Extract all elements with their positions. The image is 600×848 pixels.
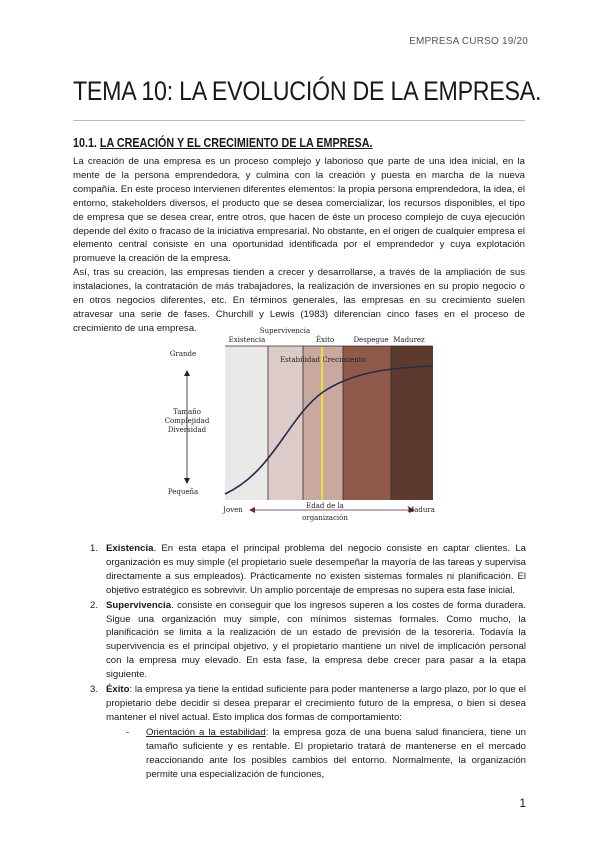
y-axis-top-label: Grande: [169, 350, 197, 358]
phase-label-existencia: Existencia: [228, 336, 266, 344]
x-axis-right-label: Madura: [407, 506, 435, 514]
sub-label-estabilidad: Estabilidad: [279, 356, 321, 364]
list-item-text: . En esta etapa el principal problema del negocio consiste en captar clientes. La organización es muy simple (el propietario suele desempeñar la mayoría de las tareas y supervisa directamente a sus empleados). Prácticamente no existen sistemas formales ni planificación. El objetivo estratégico es sobrevivir. Un amplio porcentaje de empresas no supera esta fase inicial.: [106, 543, 526, 596]
list-item-text: : la empresa ya tiene la entidad suficiente para poder mantenerse a largo plazo, por lo que el propietario debe decidir si desea preparar el crecimiento futuro de la empresa, o bien si desea mantener el nivel actual. Esto implica dos formas de comportamiento:: [106, 684, 526, 723]
x-axis-left-label: Joven: [223, 506, 243, 514]
x-axis-mid-label-2: organización: [302, 514, 348, 522]
list-item-term: Supervivencia: [106, 599, 172, 611]
phase-band-4: [343, 346, 391, 500]
y-axis-bottom-label: Pequeña: [167, 488, 199, 496]
list-item-text: . consiste en conseguir que los ingresos superen a los costes de forma duradera. Sigue una organización muy simple, con mínimos sistemas formales. Como mucho, la planificación se limita a la realización de un estado de previsión de la tesorería. Todavía la supervivencia es el principal objetivo, y el propietario mantiene un nivel de implicación personal con la empresa muy elevado. En esta fase, la empresa debe crecer para pasar a la etapa siguiente.: [106, 599, 526, 681]
page-title: TEMA 10: LA EVOLUCIÓN DE LA EMPRESA.: [73, 76, 542, 106]
sub-label-crecimiento: Crecimiento: [322, 356, 366, 364]
page-number: 1: [519, 796, 526, 810]
paragraph-1: La creación de una empresa es un proceso complejo y laborioso que parte de una idea inicial, en la mente de la persona emprendedora, y culmina con la creación y puesta en marcha de la nueva compañía. En este proceso intervienen diferentes elementos: la propia persona emprendedora, la idea, el entorno, stakeholders diversos, el producto que se desea comercializar, los recursos disponibles, el tipo de empresa que se desea crear, entre otros, que hacen de éste un proceso complejo de cuya ejecución depende del éxito o fracaso de la iniciativa empresarial. No obstante, en el origen de cualquier empresa el elemento central consiste en una oportunidad identificada por el emprendedor y cuya explotación promueve la creación de la empresa.: [73, 156, 525, 265]
y-axis-arrowhead-up: [184, 370, 190, 376]
y-axis-label-2: Complejidad: [164, 417, 210, 425]
sublist-item-term: Orientación a la estabilidad: [146, 726, 266, 738]
paragraph-2: Así, tras su creación, las empresas tienden a crecer y desarrollarse, a través de la ampliación de sus instalaciones, la contratación de más trabajadores, la realización de inversiones en su propio negocio o en otros negocios diferentes, etc. En términos generales, las empresas en su crecimiento suelen atravesar una serie de fases. Churchill y Lewis (1983) diferencian cinco fases en el proceso de crecimiento de una empresa.: [73, 267, 525, 334]
phase-band-1: [225, 346, 268, 500]
sublist-item-text: : la empresa goza de una buena salud financiera, tiene un tamaño suficiente y es rentable. El propietario tratará de mantenerse en el mercado reaccionando ante los posibles cambios del entorno. Normalmente, la organización permite una especialización de funciones,: [146, 726, 526, 780]
list-item-term: Éxito: [106, 684, 130, 696]
sublist-item: [90, 726, 526, 782]
list-item-number: 2.: [90, 599, 99, 611]
phase-band-2: [268, 346, 303, 500]
list-item: [90, 599, 526, 682]
list-item-term: Existencia: [106, 543, 154, 554]
phase-list: [90, 542, 526, 781]
list-item: [90, 542, 526, 598]
list-item: [90, 683, 526, 725]
phase-label-despegue: Despegue: [353, 336, 389, 344]
list-item-number: 1.: [90, 543, 99, 554]
title-divider: [73, 120, 525, 121]
y-axis-arrowhead-down: [184, 478, 190, 484]
section-title: LA CREACIÓN Y EL CRECIMIENTO DE LA EMPRESA.: [99, 136, 373, 150]
running-header: EMPRESA CURSO 19/20: [409, 36, 528, 47]
sublist-dash: -: [126, 726, 130, 738]
y-axis-label-1: Tamaño: [173, 408, 201, 416]
section-number: 10.1.: [73, 136, 97, 150]
section-heading: [73, 136, 372, 150]
x-axis-mid-label-1: Edad de la: [306, 502, 344, 510]
phase-label-exito: Éxito: [315, 336, 335, 344]
y-axis-label-3: Diversidad: [167, 426, 207, 434]
list-item-number: 3.: [90, 684, 99, 696]
phase-label-madurez: Madurez: [393, 336, 425, 344]
x-axis-arrowhead-left: [249, 507, 255, 513]
growth-phases-figure: [163, 322, 443, 532]
phase-label-supervivencia: Supervivencia: [259, 327, 311, 335]
